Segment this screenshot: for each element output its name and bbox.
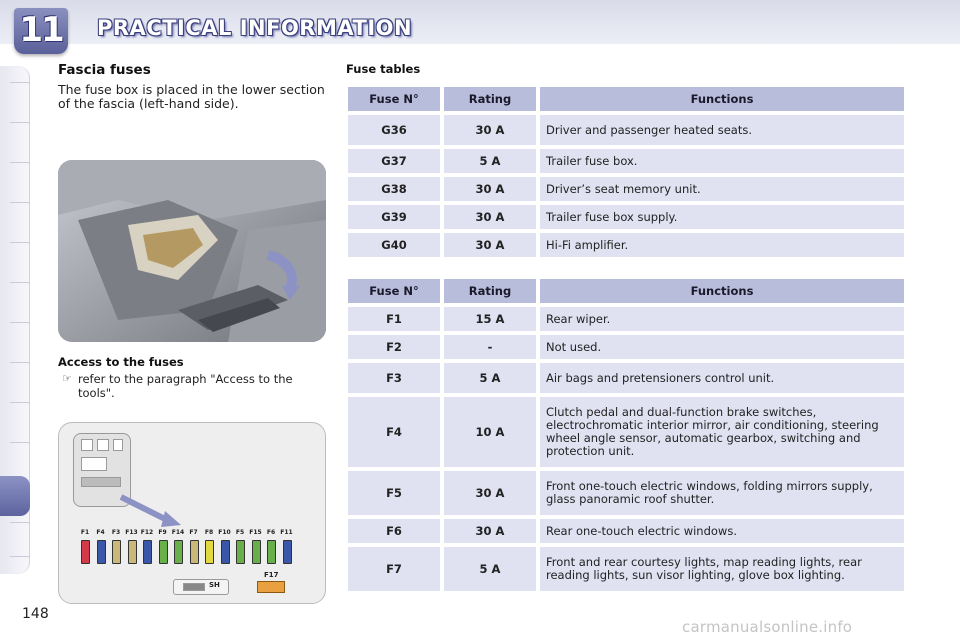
fuse-f7 bbox=[190, 540, 199, 564]
cell-fuse: F7 bbox=[348, 547, 440, 591]
table-header-row bbox=[348, 279, 904, 303]
table-row bbox=[348, 233, 904, 257]
pointer-arrow-icon bbox=[119, 493, 189, 533]
label-sh: SH bbox=[209, 581, 220, 589]
fuse-f6 bbox=[267, 540, 276, 564]
fuse-f15 bbox=[252, 540, 261, 564]
fuse-f10 bbox=[221, 540, 230, 564]
table-row bbox=[348, 115, 904, 145]
fuse-label-f3: F3 bbox=[111, 529, 121, 536]
col-fuse-number: Fuse N° bbox=[348, 87, 440, 111]
fuse-label-f7: F7 bbox=[189, 529, 198, 536]
watermark: carmanualsonline.info bbox=[682, 618, 853, 636]
fuse-f14 bbox=[174, 540, 183, 564]
cell-function: Hi-Fi amplifier. bbox=[540, 233, 904, 257]
fuse-label-f10: F10 bbox=[218, 529, 231, 536]
table-row bbox=[348, 547, 904, 591]
table-row bbox=[348, 471, 904, 515]
cell-fuse: F6 bbox=[348, 519, 440, 543]
cell-fuse: G38 bbox=[348, 177, 440, 201]
rail-notch bbox=[10, 522, 30, 523]
overview-strip bbox=[81, 477, 121, 487]
cell-rating: 30 A bbox=[444, 205, 536, 229]
chapter-number: 11 bbox=[19, 10, 63, 50]
sh-connector bbox=[183, 583, 205, 591]
fuse-box-photo-illustration bbox=[58, 160, 326, 342]
cell-rating: 5 A bbox=[444, 363, 536, 393]
fuse-f3 bbox=[112, 540, 121, 564]
fuse-layout-diagram bbox=[58, 422, 326, 604]
label-f17: F17 bbox=[264, 571, 279, 579]
pointing-hand-icon: ☞ bbox=[62, 372, 72, 385]
cell-fuse: F5 bbox=[348, 471, 440, 515]
fuse-label-f12: F12 bbox=[140, 529, 154, 536]
col-fuse-number: Fuse N° bbox=[348, 279, 440, 303]
section-title: Fascia fuses bbox=[58, 62, 151, 78]
cell-fuse: G37 bbox=[348, 149, 440, 173]
fuse-label-f11: F11 bbox=[280, 529, 293, 536]
fuse-label-f9: F9 bbox=[158, 529, 167, 536]
access-text: refer to the paragraph "Access to the tools". bbox=[78, 372, 293, 400]
cell-fuse: G39 bbox=[348, 205, 440, 229]
tables-title: Fuse tables bbox=[346, 62, 421, 76]
fuse-f11 bbox=[283, 540, 292, 564]
cell-rating: - bbox=[444, 335, 536, 359]
table-row bbox=[348, 363, 904, 393]
cell-rating: 5 A bbox=[444, 149, 536, 173]
fuse-f1 bbox=[81, 540, 90, 564]
rail-notch bbox=[10, 202, 30, 203]
rail-notch bbox=[10, 322, 30, 323]
chapter-title: PRACTICAL INFORMATION bbox=[97, 16, 413, 40]
rail-notch bbox=[10, 82, 30, 83]
fuse-label-f5: F5 bbox=[235, 529, 245, 536]
rail-notch bbox=[10, 242, 30, 243]
fuse-table-g bbox=[344, 83, 908, 261]
cell-function: Clutch pedal and dual-function brake switches, electrochromatic interior mirror, air conditioning, steering wheel angle sensor, automatic gearbox, switching and protection unit. bbox=[540, 397, 904, 467]
rail-notch bbox=[10, 556, 30, 557]
fuse-label-f13: F13 bbox=[125, 529, 138, 536]
cell-rating: 30 A bbox=[444, 115, 536, 145]
fuse-f12 bbox=[143, 540, 152, 564]
cell-fuse: F2 bbox=[348, 335, 440, 359]
col-functions: Functions bbox=[540, 279, 904, 303]
cell-rating: 30 A bbox=[444, 177, 536, 201]
table-row bbox=[348, 335, 904, 359]
fuse-label-f6: F6 bbox=[266, 529, 276, 536]
intro-text: The fuse box is placed in the lower section of the fascia (left-hand side). bbox=[58, 82, 325, 111]
page-number: 148 bbox=[22, 606, 49, 622]
table-row bbox=[348, 397, 904, 467]
table-row bbox=[348, 307, 904, 331]
cell-fuse: F3 bbox=[348, 363, 440, 393]
cell-function: Not used. bbox=[540, 335, 904, 359]
fuse-f4 bbox=[97, 540, 106, 564]
table-row bbox=[348, 177, 904, 201]
cell-fuse: G36 bbox=[348, 115, 440, 145]
rail-notch bbox=[10, 122, 30, 123]
fuse-label-f4: F4 bbox=[96, 529, 105, 536]
fuse-f13 bbox=[128, 540, 137, 564]
rail-notch bbox=[10, 362, 30, 363]
overview-slot bbox=[81, 457, 107, 471]
cell-function: Rear wiper. bbox=[540, 307, 904, 331]
cell-rating: 5 A bbox=[444, 547, 536, 591]
cell-fuse: G40 bbox=[348, 233, 440, 257]
fuse-label-f1: F1 bbox=[80, 529, 90, 536]
rail-notch bbox=[10, 162, 30, 163]
cell-fuse: F1 bbox=[348, 307, 440, 331]
cell-rating: 30 A bbox=[444, 233, 536, 257]
cell-fuse: F4 bbox=[348, 397, 440, 467]
cell-function: Trailer fuse box supply. bbox=[540, 205, 904, 229]
table-row bbox=[348, 519, 904, 543]
fuse-box-photo bbox=[58, 160, 326, 342]
cell-function: Front and rear courtesy lights, map reading lights, rear reading lights, sun visor lighting, glove box lighting. bbox=[540, 547, 904, 591]
fuse-label-f8: F8 bbox=[204, 529, 214, 536]
cell-function: Rear one-touch electric windows. bbox=[540, 519, 904, 543]
col-rating: Rating bbox=[444, 279, 536, 303]
cell-rating: 15 A bbox=[444, 307, 536, 331]
fuse-table-f bbox=[344, 275, 908, 595]
fuse-f9 bbox=[159, 540, 168, 564]
overview-slot bbox=[113, 439, 123, 451]
fuse-f17 bbox=[257, 581, 285, 593]
cell-function: Driver’s seat memory unit. bbox=[540, 177, 904, 201]
overview-slot bbox=[97, 439, 109, 451]
fuse-f5 bbox=[236, 540, 245, 564]
access-title: Access to the fuses bbox=[58, 355, 184, 369]
rail-notch bbox=[10, 402, 30, 403]
fuse-label-f15: F15 bbox=[249, 529, 262, 536]
overview-slot bbox=[81, 439, 93, 451]
col-rating: Rating bbox=[444, 87, 536, 111]
chapter-tab-active[interactable] bbox=[0, 476, 30, 516]
table-header-row bbox=[348, 87, 904, 111]
cell-function: Driver and passenger heated seats. bbox=[540, 115, 904, 145]
fuse-label-f14: F14 bbox=[171, 529, 185, 536]
table-row bbox=[348, 205, 904, 229]
rail-notch bbox=[10, 282, 30, 283]
cell-rating: 30 A bbox=[444, 471, 536, 515]
fuse-f8 bbox=[205, 540, 214, 564]
cell-function: Trailer fuse box. bbox=[540, 149, 904, 173]
cell-rating: 10 A bbox=[444, 397, 536, 467]
table-row bbox=[348, 149, 904, 173]
cell-rating: 30 A bbox=[444, 519, 536, 543]
col-functions: Functions bbox=[540, 87, 904, 111]
cell-function: Air bags and pretensioners control unit. bbox=[540, 363, 904, 393]
rail-notch bbox=[10, 442, 30, 443]
cell-function: Front one-touch electric windows, folding mirrors supply, glass panoramic roof shutter. bbox=[540, 471, 904, 515]
